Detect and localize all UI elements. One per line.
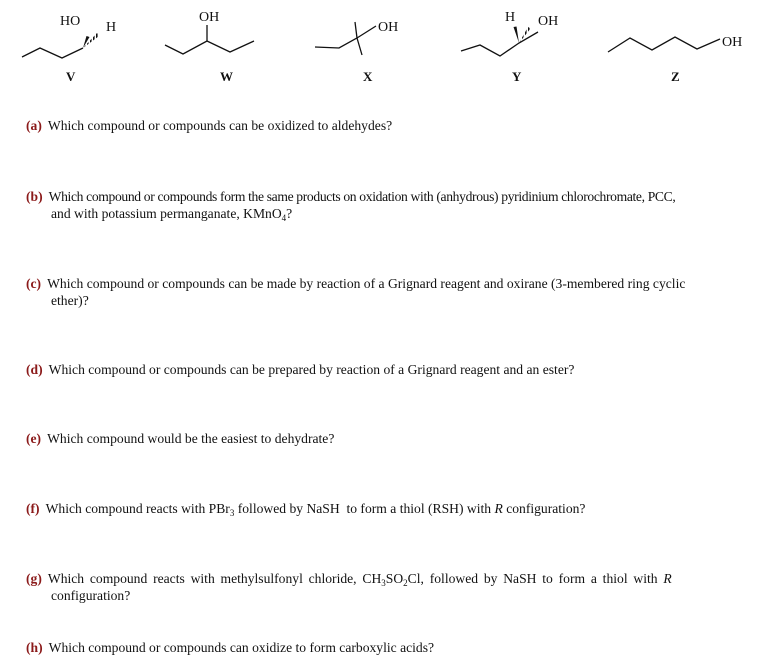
v-compound-label: V <box>66 69 76 84</box>
structure-z <box>608 35 742 84</box>
z-compound-label: Z <box>671 69 680 84</box>
question-b <box>26 188 756 222</box>
question-label: (a) <box>26 118 42 133</box>
question-text: configuration? <box>502 501 586 516</box>
question-e <box>26 430 756 447</box>
r-italic: R <box>494 501 503 516</box>
structure-x <box>315 20 398 84</box>
question-text-cont: and with potassium permanganate, KMnO <box>51 206 282 221</box>
question-label: (d) <box>26 362 43 377</box>
v-ho-label: HO <box>60 14 81 29</box>
question-label: (c) <box>26 276 42 291</box>
question-c <box>26 275 756 309</box>
subscript: 3 <box>229 508 235 518</box>
w-oh-label: OH <box>199 10 220 25</box>
v-h-label: H <box>106 20 117 35</box>
z-oh-label: OH <box>722 35 743 50</box>
question-text: Which compound or compounds form the same products on oxidation with (anhydrous) pyridinium chlorochromate, PCC, <box>48 189 676 204</box>
question-text: Which compound reacts with methylsulfonyl chloride, CH <box>47 571 382 586</box>
question-text-cont: ether)? <box>51 293 89 308</box>
wedge-bond <box>83 36 90 48</box>
question-label: (e) <box>26 431 42 446</box>
question-text: Which compound or compounds can oxidize to form carboxylic acids? <box>48 640 435 655</box>
question-g <box>26 570 756 604</box>
structure-w <box>165 10 254 84</box>
x-oh-label: OH <box>378 20 399 35</box>
question-f <box>26 500 756 517</box>
question-text: Which compound or compounds can be oxidized to aldehydes? <box>47 118 393 133</box>
question-h <box>26 639 756 656</box>
y-oh-label: OH <box>538 14 559 29</box>
question-label: (b) <box>26 189 43 204</box>
subscript: 2 <box>403 578 408 588</box>
structures-row <box>0 0 774 95</box>
structure-v <box>22 14 116 84</box>
question-d <box>26 361 756 378</box>
question-a <box>26 117 756 134</box>
hash-bond <box>519 27 531 43</box>
question-text: Cl, followed by NaSH to form a thiol with <box>407 571 664 586</box>
structure-y <box>461 10 558 84</box>
wedge-bond <box>514 27 520 44</box>
question-label: (g) <box>26 571 42 586</box>
question-text: Which compound or compounds can be prepared by reaction of a Grignard reagent and an ester? <box>48 362 575 377</box>
question-label: (h) <box>26 640 43 655</box>
r-italic: R <box>663 571 672 586</box>
question-text: Which compound would be the easiest to dehydrate? <box>47 431 335 446</box>
question-text: SO <box>385 571 404 586</box>
question-text: Which compound reacts with PBr <box>45 501 230 516</box>
question-text-end: ? <box>286 206 293 221</box>
question-label: (f) <box>26 501 40 516</box>
subscript: 3 <box>381 578 386 588</box>
question-text-cont: configuration? <box>51 588 131 603</box>
question-text: followed by NaSH to form a thiol (RSH) with <box>234 501 495 516</box>
y-h-label: H <box>505 10 516 25</box>
x-compound-label: X <box>363 69 373 84</box>
y-compound-label: Y <box>512 69 522 84</box>
w-compound-label: W <box>220 69 233 84</box>
question-text: Which compound or compounds can be made by reaction of a Grignard reagent and oxirane (3-membered ring cyclic <box>47 276 686 291</box>
subscript: 4 <box>281 213 287 223</box>
